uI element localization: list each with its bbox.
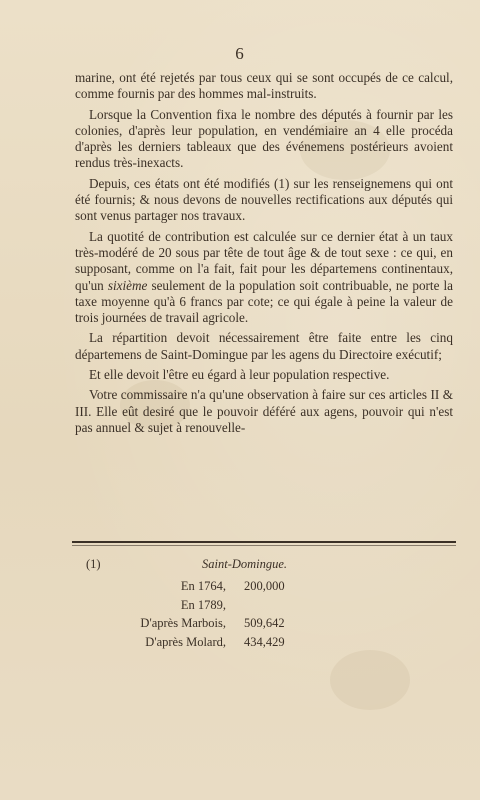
paragraph: La répartition devoit nécessairement être faite entre les cinq départemens de Saint-Domingue par les agens du Directoire exécutif; (75, 330, 453, 362)
paragraph: Et elle devoit l'être eu égard à leur population respective. (89, 367, 390, 383)
footnote-title: Saint-Domingue. (202, 557, 288, 571)
row-label: En 1764, (180, 579, 226, 593)
body-text (75, 70, 453, 440)
row-label: D'après Marbois, (140, 616, 226, 630)
row-label: D'après Molard, (145, 634, 226, 649)
paragraph: Depuis, ces états ont été modifiés (1) sur les renseignemens qui ont été fournis; & nous devons de nouvelles rectifications aux députés qui sont venus partager nos travaux. (75, 175, 453, 224)
footnote-divider (72, 541, 456, 543)
row-value: 200,000 (244, 579, 285, 593)
row-label: En 1789, (180, 597, 226, 612)
population-table (104, 579, 364, 653)
footnote-divider-thin (72, 545, 456, 546)
footnote (86, 557, 446, 649)
table-row (104, 616, 364, 635)
row-value: 509,642 (244, 616, 285, 630)
paragraph: Lorsque la Convention fixa le nombre des députés à fournir par les colonies, d'après leur population, en vendémiaire an 4 elle procéda d'après les derniers tableaux que des événemens postérieurs avoient rendus très-inexacts. (75, 106, 453, 171)
table-row (104, 579, 364, 598)
page-number: 6 (235, 44, 245, 63)
table-row (104, 598, 364, 617)
italic-word: sixième (107, 277, 148, 293)
footnote-header (86, 557, 446, 572)
paragraph (75, 229, 453, 327)
paragraph: marine, ont été rejetés par tous ceux qui se sont occupés de ce calcul, comme fournis par des hommes mal-instruits. (75, 70, 453, 102)
table-row (104, 635, 364, 654)
paragraph-text: seulement de la population soit contribuable, ne porte la taxe moyenne qu'à 6 francs par cote; ce qui égale à peine la valeur de trois journées de travail agricole. (75, 277, 454, 326)
paragraph-text: La quotité de contribution est calculée sur ce dernier état à un taux très-modéré de 20 sous par tête de tout âge & de tout sexe : ce qui, en supposant, comme on l'a fait, fait pour les départemens continentaux, qu'un (75, 228, 453, 293)
paper-stain (330, 650, 410, 710)
row-value: 434,429 (244, 634, 285, 649)
footnote-mark: (1) (86, 557, 101, 571)
paragraph: Votre commissaire n'a qu'une observation à faire sur ces articles II & III. Elle eût desiré que le pouvoir déféré aux agens, pouvoir qui n'est pas annuel & sujet à renouvelle- (75, 387, 453, 435)
